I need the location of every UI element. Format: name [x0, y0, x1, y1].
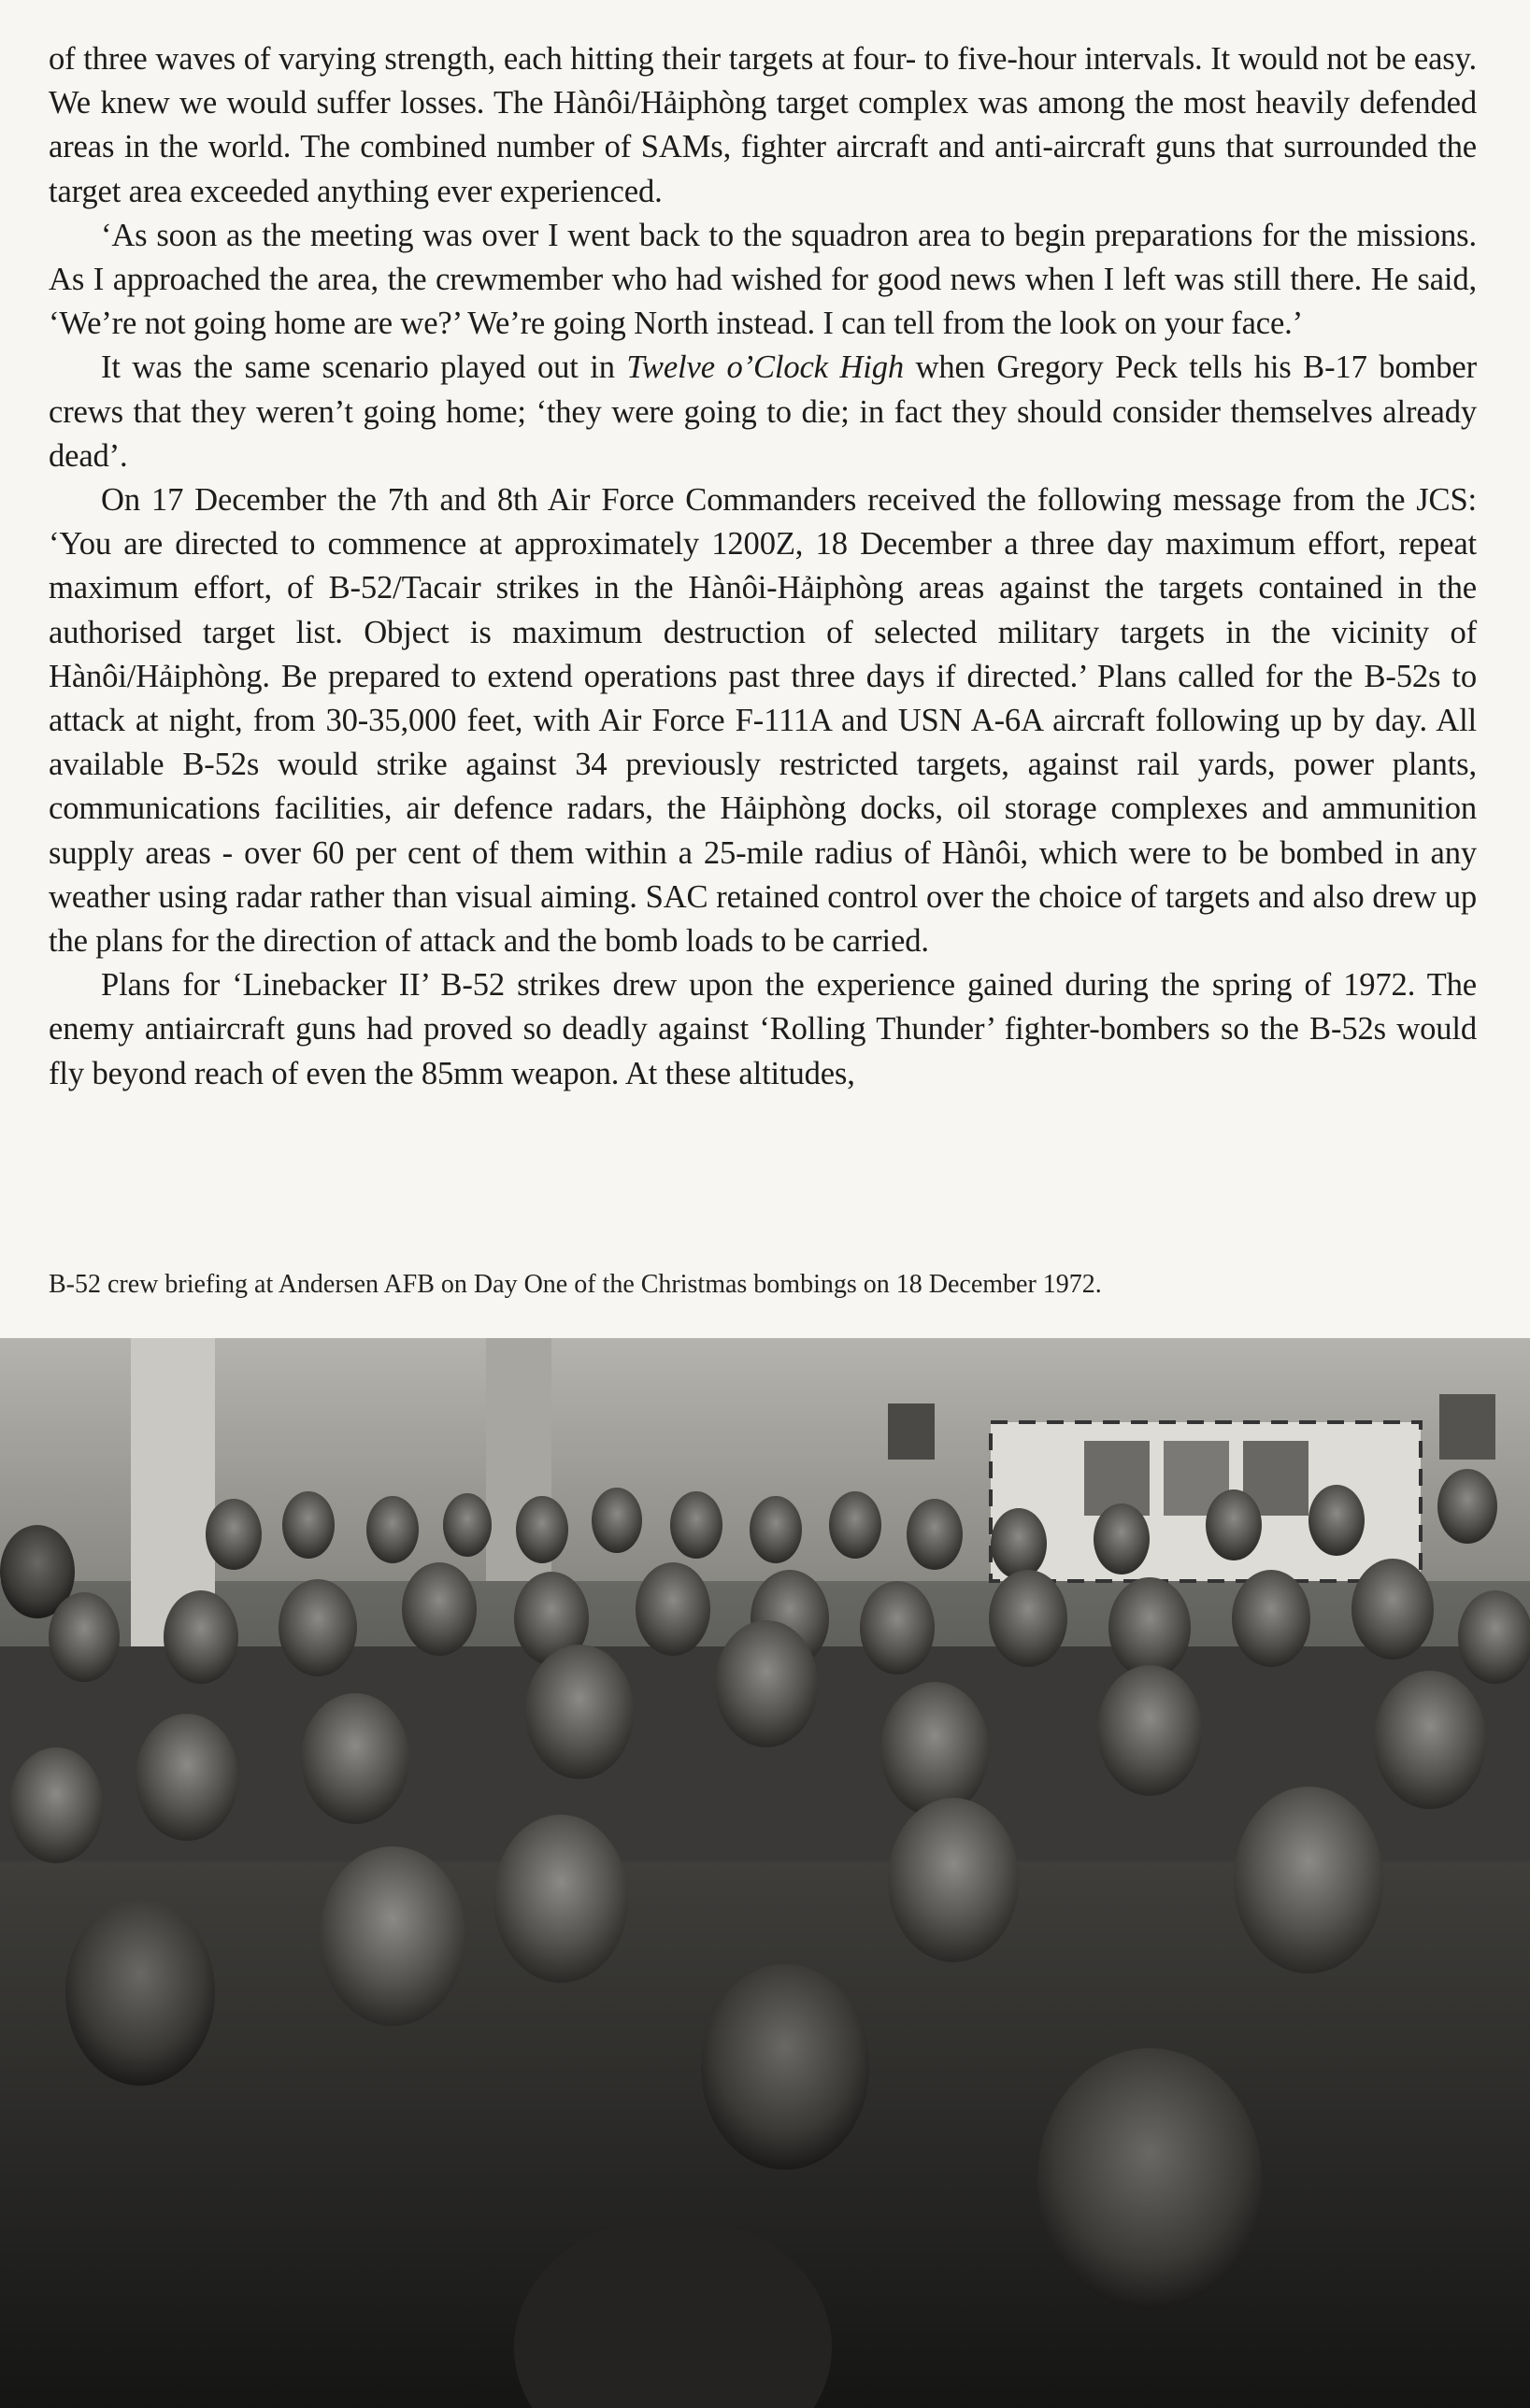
- photo-caption: B-52 crew briefing at Andersen AFB on Day One of the Christmas bombings on 18 December 1972.: [49, 1270, 1102, 1299]
- film-title: Twelve o’Clock High: [626, 349, 904, 386]
- paragraph-2: ‘As soon as the meeting was over I went back to the squadron area to begin preparations for the missions. As I approached the area, the crewmember who had wished for good news when I left was still there. He said, ‘We’re not going home are we?’ We’re going North instead. I can tell from the look on your face.’: [49, 217, 1477, 342]
- paragraph-1: of three waves of varying strength, each hitting their targets at four- to five-hour intervals. It would not be easy. We knew we would suffer losses. The Hànôi/Hảiphòng target complex was among the most heavily defended areas in the world. The combined number of SAMs, fighter aircraft and anti-aircraft guns that surrounded the target area exceeded anything ever experienced.: [49, 41, 1477, 209]
- paragraph-3-start: It was the same scenario played out in: [101, 349, 627, 386]
- paragraph-3-end: when Gregory Peck tells his B-17 bomber crews that they weren’t going home; ‘they were going to die; in fact they should consider themselves already dead’.: [49, 349, 1477, 474]
- body-text: [49, 37, 1477, 1096]
- paragraph-5: Plans for ‘Linebacker II’ B-52 strikes drew upon the experience gained during the spring of 1972. The enemy antiaircraft guns had proved so deadly against ‘Rolling Thunder’ fighter-bombers so the B-52s would fly beyond reach of even the 85mm weapon. At these altitudes,: [49, 967, 1477, 1091]
- wall-emblem: [1439, 1394, 1495, 1460]
- paragraph-3: [49, 346, 1477, 478]
- paragraph-4: On 17 December the 7th and 8th Air Force Commanders received the following message from the JCS: ‘You are directed to commence at approximately 1200Z, 18 December a three day maximum effort, repeat maximum effort, of B-52/Tacair strikes in the Hànôi-Hảiphòng areas against the targets contained in the authorised target list. Object is maximum destruction of selected military targets in the vicinity of Hànôi/Hảiphòng. Be prepared to extend operations past three days if directed.’ Plans called for the B-52s to attack at night, from 30-35,000 feet, with Air Force F-111A and USN A-6A aircraft following up by day. All available B-52s would strike against 34 previously restricted targets, against rail yards, power plants, communications facilities, air defence radars, the Hảiphòng docks, oil storage complexes and ammunition supply areas - over 60 per cent of them within a 25-mile radius of Hànôi, which were to be bombed in any weather using radar rather than visual aiming. SAC retained control over the choice of targets and also drew up the plans for the direction of attack and the bomb loads to be carried.: [49, 482, 1477, 960]
- briefing-photo: [0, 1338, 1530, 2408]
- briefing-photo-illustration: [0, 1338, 1530, 2408]
- wall-plaque: [888, 1403, 935, 1460]
